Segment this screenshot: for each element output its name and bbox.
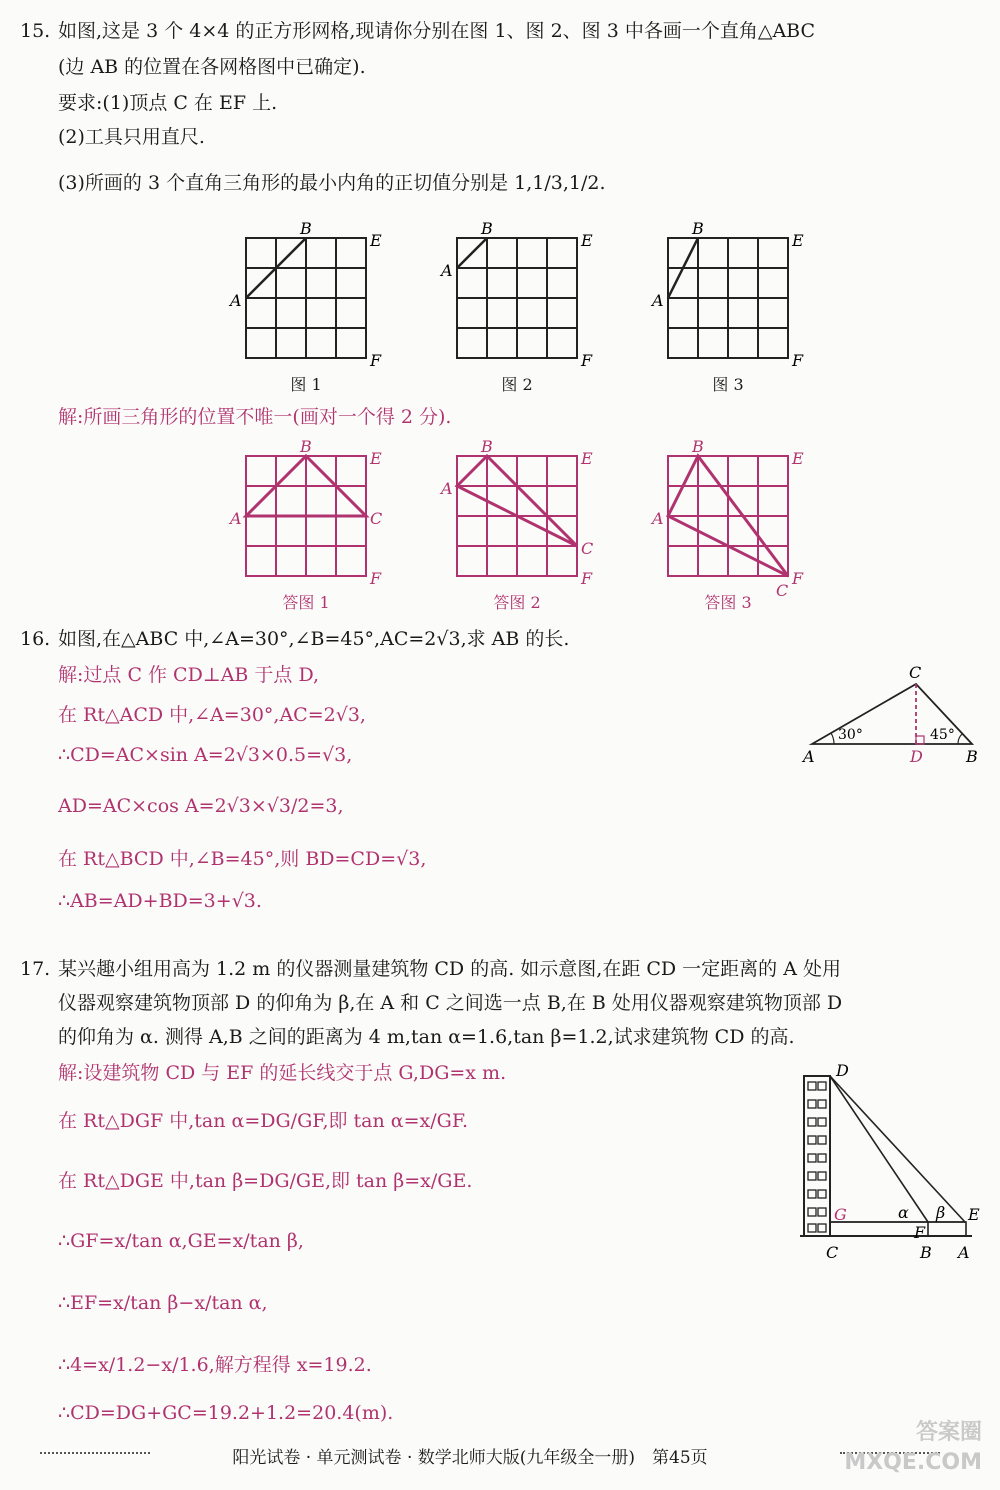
label-f: F [914,1223,926,1242]
label-c: C [909,663,922,682]
grid-figure-2 [441,219,611,370]
q15-text-line2: (边 AB 的位置在各网格图中已确定). [58,56,366,78]
building-figure-q17 [790,1062,990,1267]
caption-fig-1: 图 1 [290,375,322,394]
label-c: C [370,509,383,528]
label-d: D [836,1061,849,1080]
label-a: A [958,1243,970,1262]
label-f: F [792,351,804,370]
q15-solution: 解:所画三角形的位置不唯一(画对一个得 2 分). [58,406,452,428]
label-f: F [581,569,593,588]
q17-solution-line1: 解:设建筑物 CD 与 EF 的延长线交于点 G,DG=x m. [58,1062,507,1084]
watermark-text: 答案圈 MXQE.COM [844,1420,982,1475]
label-b: B [300,219,312,238]
q15-requirement-1: 要求:(1)顶点 C 在 EF 上. [58,92,278,114]
caption-fig-2: 图 2 [501,375,533,394]
caption-fig-3: 图 3 [712,375,744,394]
q17-number: 17. [20,958,51,980]
q17-text-line2: 仪器观察建筑物顶部 D 的仰角为 β,在 A 和 C 之间选一点 B,在 B 处用仪器观察建筑物顶部 D [58,992,843,1014]
label-b: B [966,747,978,766]
segment-ab [457,238,487,268]
answer-figure-1 [230,437,400,590]
answer-figure-3 [652,437,822,600]
caption-answer-3: 答图 3 [704,593,752,612]
label-a: A [803,747,815,766]
label-d: D [910,747,923,766]
q16-solution-line2: 在 Rt△ACD 中,∠A=30°,AC=2√3, [58,704,366,726]
q15-requirement-2: (2)工具只用直尺. [58,126,205,148]
label-e: E [792,231,804,250]
label-f: F [370,351,382,370]
q17-solution-line7: ∴CD=DG+GC=19.2+1.2=20.4(m). [58,1402,394,1424]
label-b: B [481,437,493,456]
q17-text-line3: 的仰角为 α. 测得 A,B 之间的距离为 4 m,tan α=1.6,tan β=1.2,试求建筑物 CD 的高. [58,1026,795,1048]
label-b: B [920,1243,932,1262]
label-alpha: α [898,1203,909,1222]
grid-figure-3 [652,219,822,370]
label-e: E [968,1205,980,1224]
label-e: E [581,449,593,468]
page-footer: 阳光试卷 · 单元测试卷 · 数学北师大版(九年级全一册) 第45页 [232,1448,708,1468]
label-a: A [441,479,453,498]
q16-solution-line4: AD=AC×cos A=2√3×√3/2=3, [58,795,344,817]
label-a: A [652,509,664,528]
grid-figure-1 [230,219,400,370]
label-e: E [581,231,593,250]
q15-text-line1: 如图,这是 3 个 4×4 的正方形网格,现请你分别在图 1、图 2、图 3 中各画一个直角△ABC [58,20,816,42]
label-f: F [581,351,593,370]
q16-solution-line1: 解:过点 C 作 CD⊥AB 于点 D, [58,664,320,686]
q15-requirement-3: (3)所画的 3 个直角三角形的最小内角的正切值分别是 1,1/3,1/2. [58,172,606,194]
q17-solution-line2: 在 Rt△DGF 中,tan α=DG/GF,即 tan α=x/GF. [58,1110,469,1132]
label-b: B [481,219,493,238]
angle-b-label: 45° [930,727,955,743]
label-b: B [300,437,312,456]
angle-a-label: 30° [838,727,863,743]
grid-lines [246,238,366,358]
caption-answer-1: 答图 1 [282,593,330,612]
label-f: F [370,569,382,588]
label-e: E [370,449,382,468]
label-f: F [792,569,804,588]
q15-number: 15. [20,20,51,42]
watermark [832,1418,982,1478]
caption-answer-2: 答图 2 [493,593,541,612]
label-g: G [834,1205,847,1224]
q16-number: 16. [20,628,51,650]
q17-solution-line6: ∴4=x/1.2−x/1.6,解方程得 x=19.2. [58,1354,372,1376]
label-a: A [230,509,242,528]
q16-solution-line5: 在 Rt△BCD 中,∠B=45°,则 BD=CD=√3, [58,848,427,870]
q17-solution-line5: ∴EF=x/tan β−x/tan α, [58,1292,268,1314]
label-e: E [792,449,804,468]
q16-solution-line6: ∴AB=AD+BD=3+√3. [58,890,262,912]
q16-solution-line3: ∴CD=AC×sin A=2√3×0.5=√3, [58,744,353,766]
q17-text-line1: 某兴趣小组用高为 1.2 m 的仪器测量建筑物 CD 的高. 如示意图,在距 CD 一定距离的 A 处用 [58,958,841,980]
label-c: C [826,1243,839,1262]
label-beta: β [936,1203,946,1222]
label-c: C [776,581,789,600]
q17-solution-line4: ∴GF=x/tan α,GE=x/tan β, [58,1230,304,1252]
label-b: B [692,219,704,238]
label-b: B [692,437,704,456]
label-c: C [581,539,594,558]
triangle-figure-q16 [800,662,990,772]
label-a: A [652,291,664,310]
q16-question: 如图,在△ABC 中,∠A=30°,∠B=45°,AC=2√3,求 AB 的长. [58,628,570,650]
label-e: E [370,231,382,250]
label-a: A [441,261,453,280]
q17-solution-line3: 在 Rt△DGE 中,tan β=DG/GE,即 tan β=x/GE. [58,1170,473,1192]
answer-figure-2 [441,437,611,590]
label-a: A [230,291,242,310]
